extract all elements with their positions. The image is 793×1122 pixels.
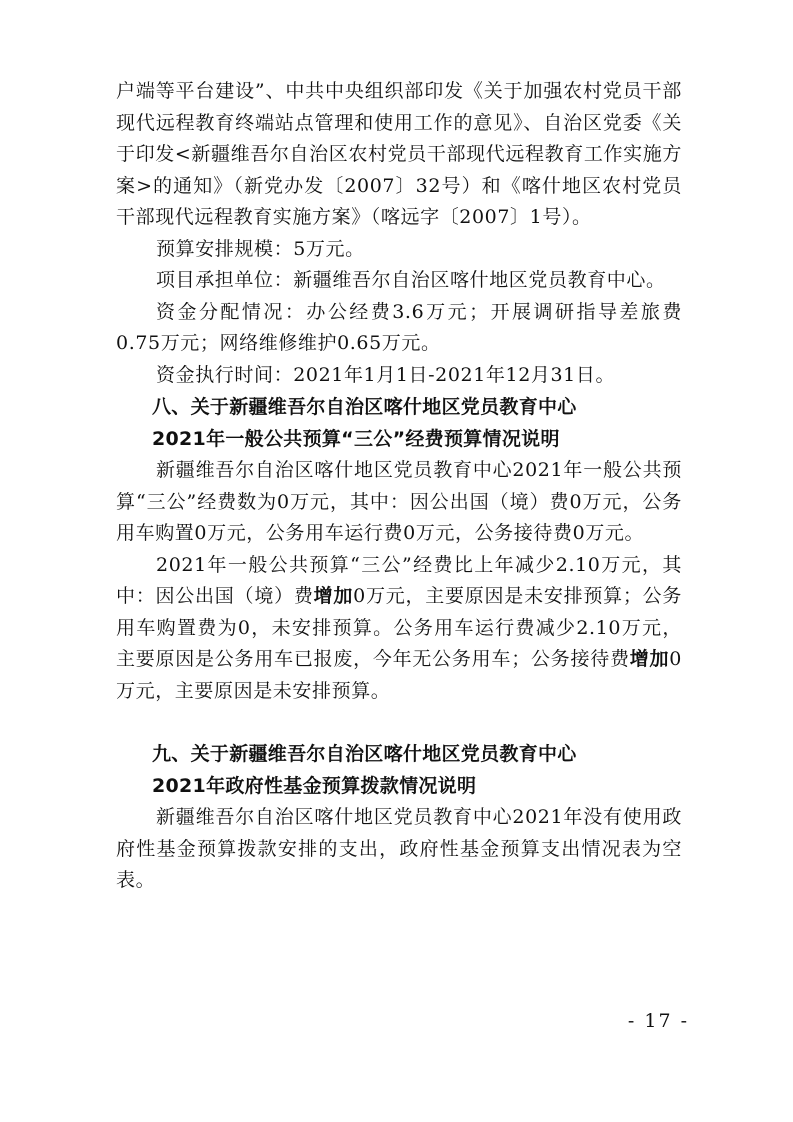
section-8-p2-part-a: 2021年一般公共预算“三公”经费比上年减少2.10万元，其中：因公出国（境）费: [116, 553, 682, 607]
section-9-heading-line1: 九、关于新疆维吾尔自治区喀什地区党员教育中心: [152, 743, 577, 765]
section-8-heading-line1: 八、关于新疆维吾尔自治区喀什地区党员教育中心: [152, 396, 577, 418]
section-9-heading-line2: 2021年政府性基金预算拨款情况说明: [152, 775, 477, 797]
section-8-p2-part-e: 0万元，主要原因是未安排预算。: [116, 648, 682, 702]
paragraph-policy-basis: 户端等平台建设”、中共中央组织部印发《关于加强农村党员干部现代远程教育终端站点管理和使用工作的意见》、自治区党委《关于印发<新疆维吾尔自治区农村党员干部现代远程教育工作实施方案>的通知》（新党办发〔2007〕32号）和《喀什地区农村党员干部现代远程教育实施方案》（喀远字〔2007〕1号）。: [116, 80, 682, 228]
paragraph-budget-scale: 预算安排规模：5万元。: [156, 237, 365, 260]
section-8-p2-part-c: 0万元，主要原因是未安排预算；公务用车购置费为0，未安排预算。公务用车运行费减少2.10万元，主要原因是公务用车已报废，今年无公务用车；公务接待费: [116, 585, 682, 670]
section-8-p2-emphasis-1: 增加: [313, 585, 354, 607]
section-spacer: [116, 707, 682, 738]
section-8-paragraph-1: 新疆维吾尔自治区喀什地区党员教育中心2021年一般公共预算“三公”经费数为0万元，其中：因公出国（境）费0万元，公务用车购置0万元，公务用车运行费0万元，公务接待费0万元。: [116, 459, 682, 544]
paragraph-project-unit: 项目承担单位：新疆维吾尔自治区喀什地区党员教育中心。: [156, 269, 666, 291]
section-8-heading: [116, 391, 682, 455]
section-9-paragraph-1: 新疆维吾尔自治区喀什地区党员教育中心2021年没有使用政府性基金预算拨款安排的支出，政府性基金预算支出情况表为空表。: [116, 806, 682, 891]
section-8-heading-line2: 2021年一般公共预算“三公”经费预算情况说明: [152, 428, 560, 450]
section-8-p2-emphasis-2: 增加: [629, 648, 670, 670]
section-9-heading: [116, 738, 682, 802]
paragraph-fund-allocation: 资金分配情况：办公经费3.6万元；开展调研指导差旅费0.75万元；网络维修维护0.65万元。: [116, 300, 682, 354]
page-number: - 17 -: [627, 1010, 689, 1032]
section-8-paragraph-2: [116, 550, 682, 708]
paragraph-execution-time: 资金执行时间：2021年1月1日-2021年12月31日。: [156, 363, 616, 386]
document-body: [116, 76, 682, 897]
